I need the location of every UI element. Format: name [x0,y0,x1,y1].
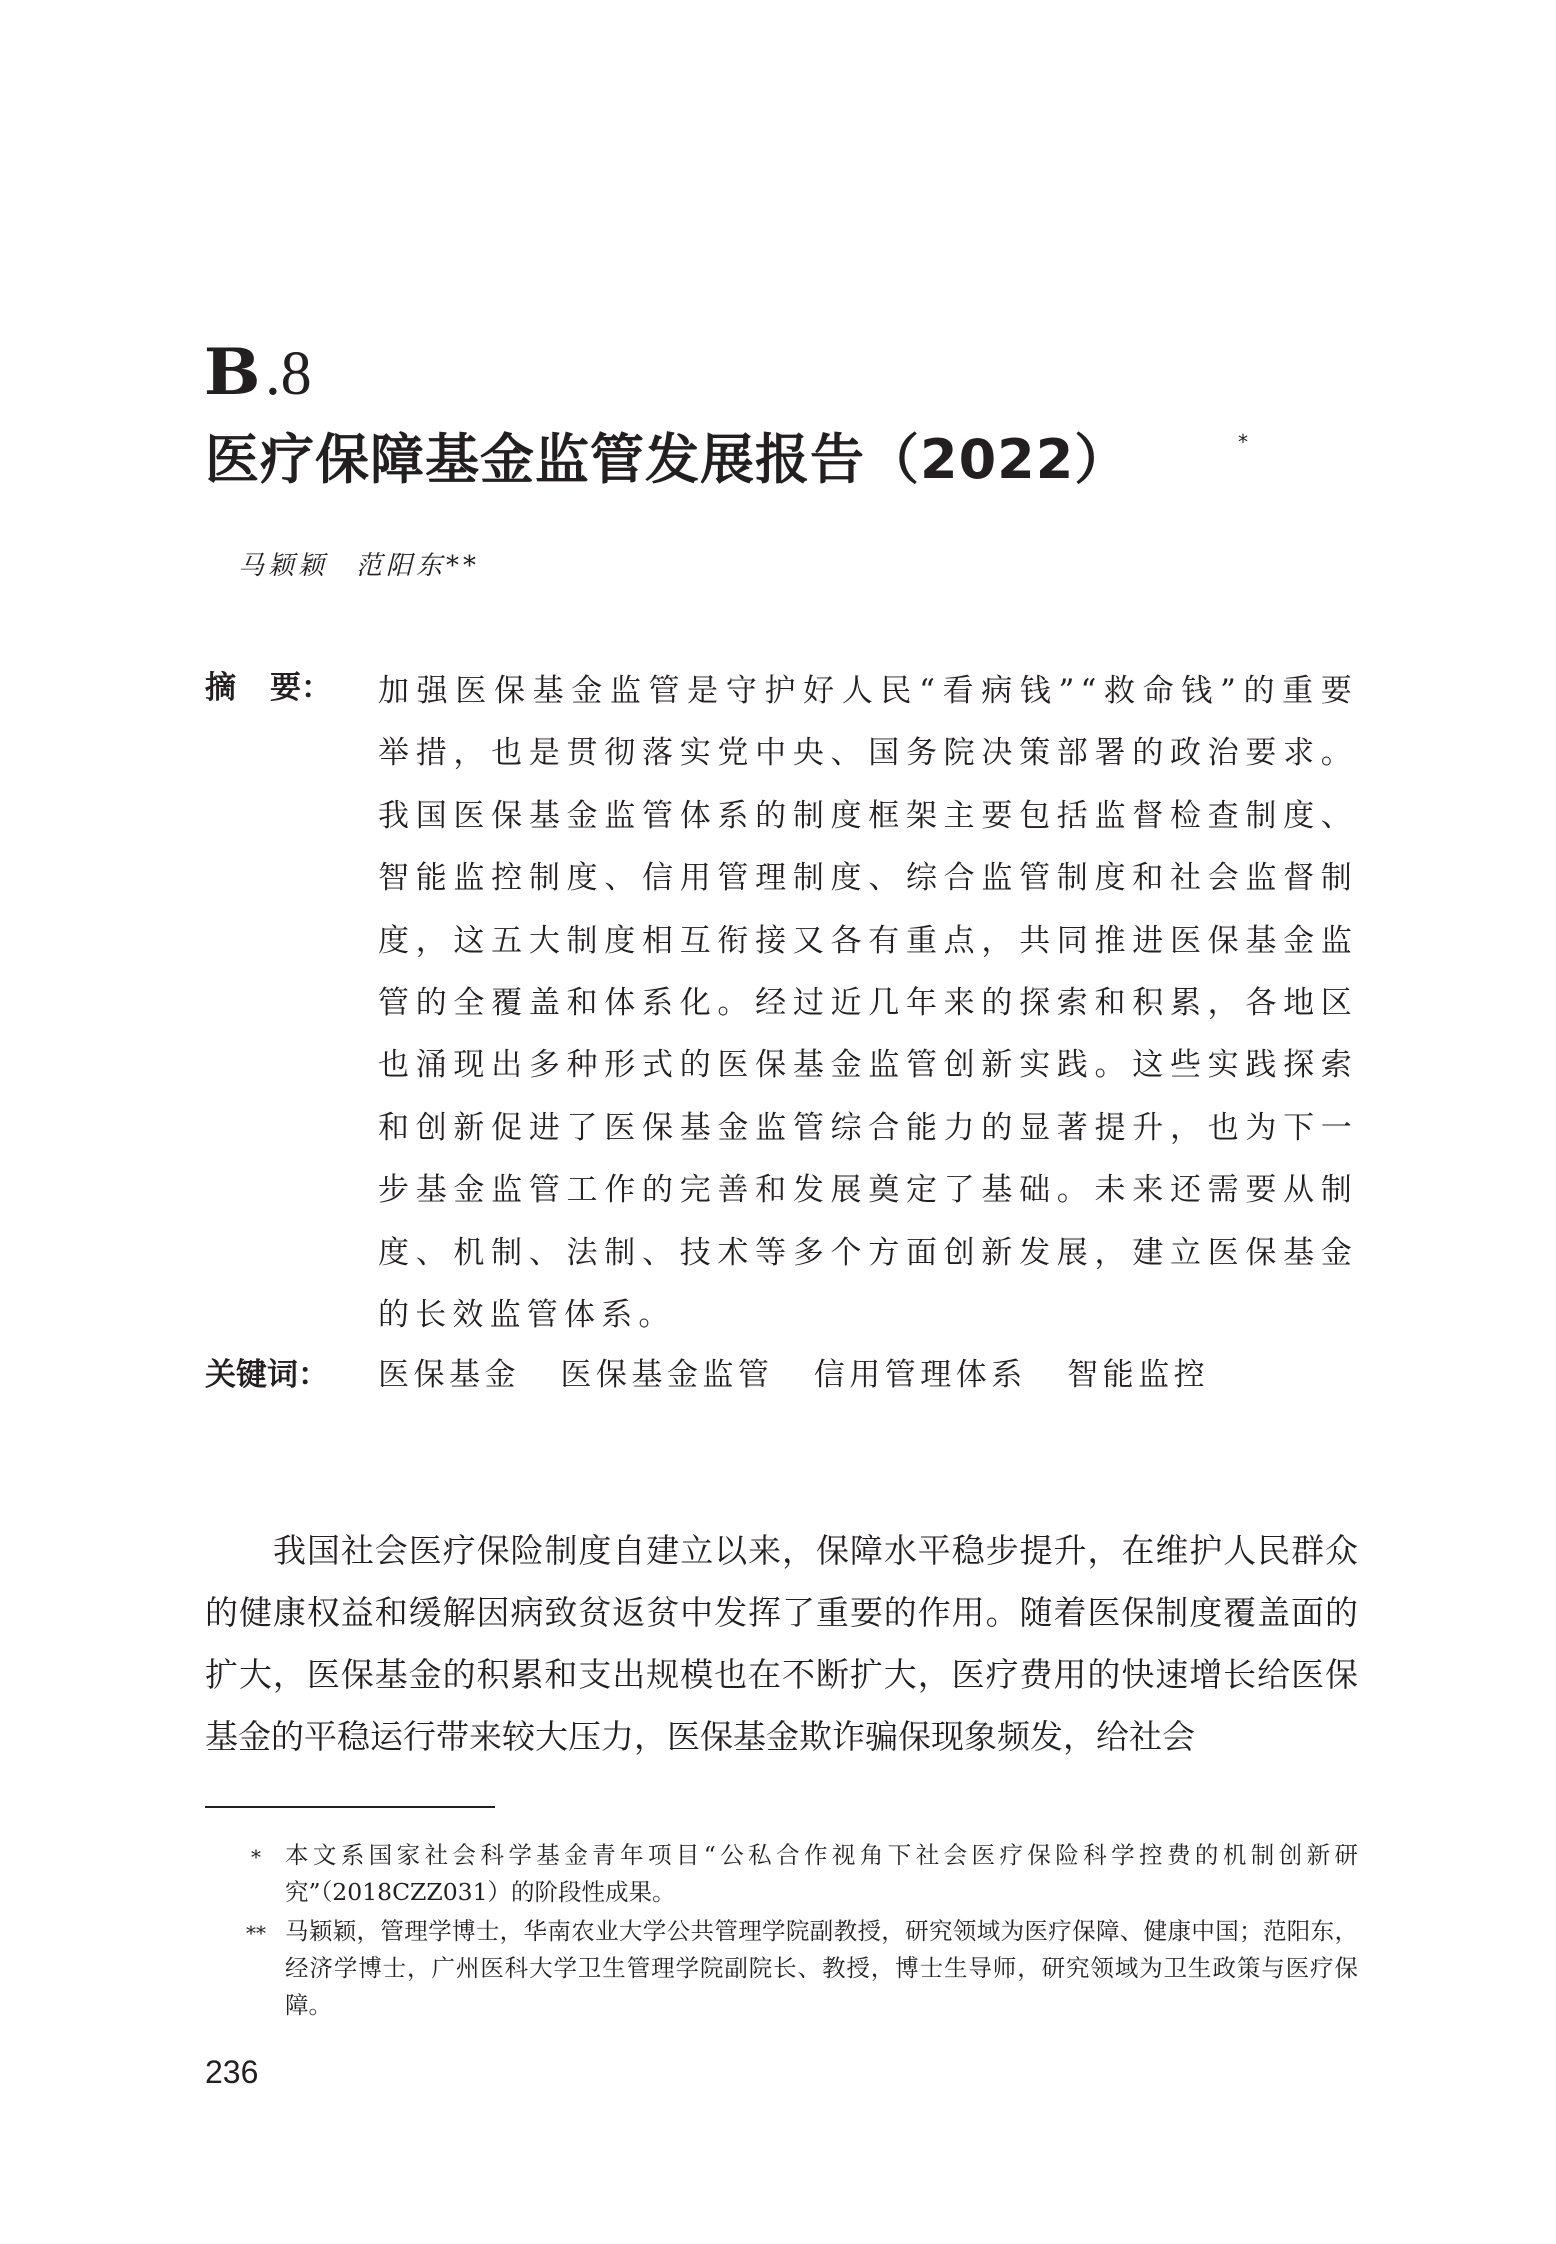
keyword-item: 智能监控 [1067,1357,1210,1393]
abstract-label [205,668,332,708]
footnote-text: 本文系国家社会科学基金青年项目“公私合作视角下社会医疗保险科学控费的机制创新研究”（2018CZZ031）的阶段性成果。 [285,1841,1358,1906]
keyword-item: 医保基金监管 [560,1357,774,1393]
body-paragraph: 我国社会医疗保险制度自建立以来，保障水平稳步提升，在维护人民群众的健康权益和缓解因病致贫返贫中发挥了重要的作用。随着医保制度覆盖面的扩大，医保基金的积累和支出规模也在不断扩大，医疗费用的快速增长给医保基金的平稳运行带来较大压力，医保基金欺诈骗保现象频发，给社会 [205,1531,1358,1756]
footnotes [205,1837,1358,2026]
footnote-mark: * [251,1845,261,1869]
keywords-label: 关键词： [205,1357,329,1393]
author-first: 马颖颖 [238,551,329,581]
chapter-letter: B [203,335,259,410]
footnote [205,1913,1358,2024]
main-body [205,1520,1358,1768]
abstract-text: 加强医保基金监管是守护好人民“看病钱”“救命钱”的重要举措，也是贯彻落实党中央、国务院决策部署的政治要求。我国医保基金监管体系的制度框架主要包括监督检查制度、智能监控制度、信用管理制度、综合监管制度和社会监督制度，这五大制度相互衔接又各有重点，共同推进医保基金监管的全覆盖和体系化。经过近几年来的探索和积累，各地区也涌现出多种形式的医保基金监管创新实践。这些实践探索和创新促进了医保基金监管综合能力的显著提升，也为下一步基金监管工作的完善和发展奠定了基础。未来还需要从制度、机制、法制、技术等多个方面创新发展，建立医保基金的长效监管体系。 [378,673,1358,1334]
abstract-label-part-2: 要： [270,670,332,706]
footnote-mark: ** [246,1921,266,1945]
keyword-item: 医保基金 [378,1357,520,1393]
keyword-item: 信用管理体系 [813,1357,1027,1393]
abstract-label-part-1: 摘 [205,670,236,706]
footnote [205,1837,1358,1911]
footnote-divider [205,1806,495,1808]
chapter-mark [203,335,312,410]
keywords-list [378,1355,1235,1395]
chapter-number: .8 [265,340,312,408]
footnote-text: 马颖颖，管理学博士，华南农业大学公共管理学院副教授，研究领域为医疗保障、健康中国；范阳东，经济学博士，广州医科大学卫生管理学院副院长、教授，博士生导师，研究领域为卫生政策与医疗保障。 [285,1917,1358,2019]
author-second: 范阳东** [356,551,481,581]
page-title: 医疗保障基金监管发展报告（2022） [205,428,1130,491]
page-number: 236 [205,2054,259,2090]
authors [238,548,480,584]
title-footnote-mark: * [1238,430,1248,454]
